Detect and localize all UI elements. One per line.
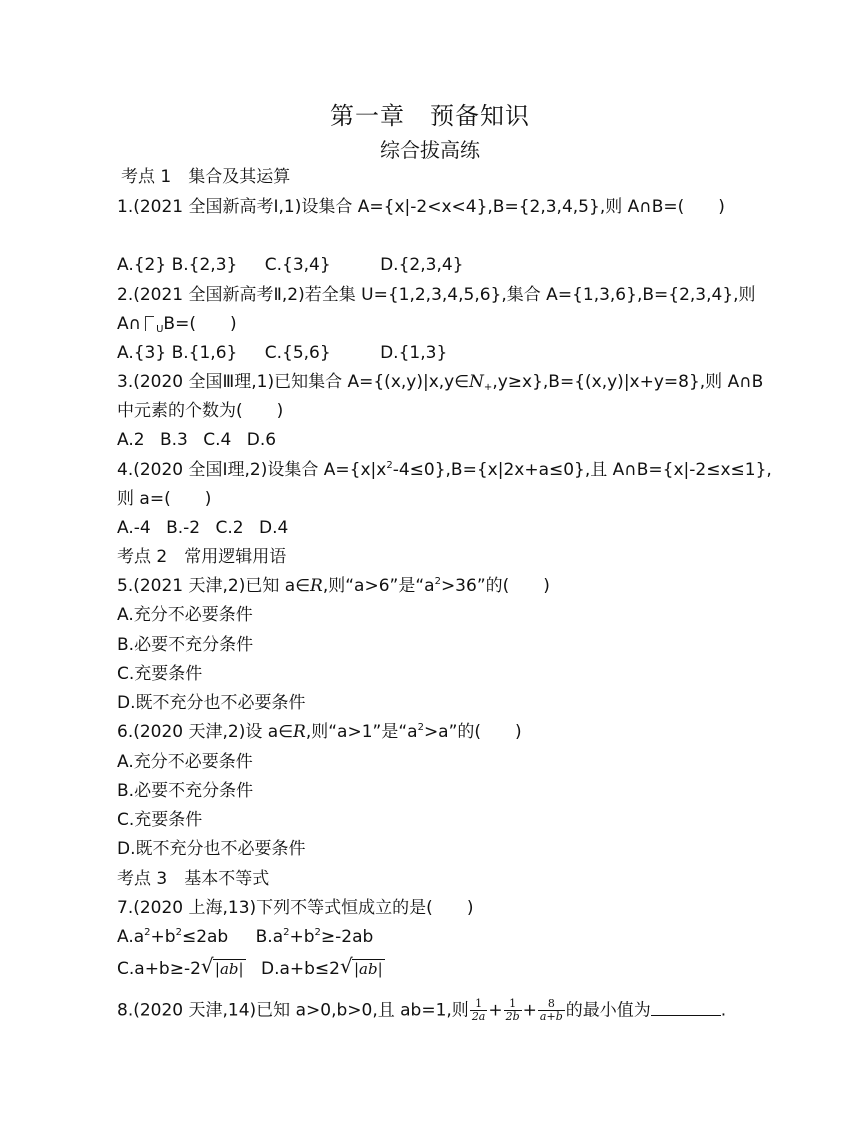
question-1-options — [117, 253, 463, 277]
q3-option-a: A.2 — [117, 430, 145, 450]
q7-c-sqrt: √ |ab| — [200, 954, 244, 978]
q8-f1-numerator: 1 — [470, 998, 488, 1011]
q3-stem-part-a: 3.(2020 全国Ⅲ理,1)已知集合 A={(x,y)|x,y∈ — [117, 372, 470, 392]
q5-option-b: B.必要不充分条件 — [117, 635, 254, 655]
q4-option-a: A.-4 — [117, 518, 151, 538]
q4-option-d: D.4 — [259, 518, 289, 538]
q3-plus-sub: + — [483, 382, 493, 393]
chapter-subtitle: 综合拔高练 — [380, 138, 480, 162]
q7-d-sqrt: √ |ab| — [340, 954, 383, 978]
q8-fraction-3 — [538, 998, 565, 1023]
chapter-title: 第一章 预备知识 — [330, 102, 530, 130]
q1-option-b: B.{2,3} — [171, 255, 238, 275]
q2-option-a: A.{3} — [117, 343, 167, 363]
q7-option-c — [117, 954, 246, 981]
q2-option-d: D.{1,3} — [380, 343, 448, 363]
q8-stem-part-a: 8.(2020 天津,14)已知 a>0,b>0,且 ab=1,则 — [117, 1000, 469, 1021]
question-7-options-cd — [117, 954, 385, 981]
q6-stem-part-c: >a”的( ) — [423, 722, 522, 742]
question-8-stem — [117, 998, 726, 1023]
question-3-options — [117, 428, 276, 452]
q7-c-radicand: |ab| — [214, 960, 244, 978]
q7-d-text: D.a+b≤2 — [260, 959, 340, 979]
q8-f3-denominator: a+b — [539, 1010, 563, 1023]
q4-option-b: B.-2 — [166, 518, 201, 538]
q4-stem-part-a: 4.(2020 全国Ⅰ理,2)设集合 A={x|x — [117, 460, 387, 480]
q5-reals-symbol: R — [310, 576, 323, 596]
q5-option-a: A.充分不必要条件 — [117, 605, 253, 625]
q5-exponent: 2 — [434, 576, 441, 587]
q8-plus-1: + — [488, 1000, 503, 1021]
q8-f1-denominator: 2a — [471, 1010, 486, 1023]
answer-blank[interactable] — [651, 999, 721, 1016]
q6-option-d: D.既不充分也不必要条件 — [117, 839, 306, 859]
q1-option-a: A.{2} — [117, 255, 167, 275]
q7-b-exp2: 2 — [314, 927, 321, 938]
q2-option-b: B.{1,6} — [171, 343, 238, 363]
question-3-stem-cont: 中元素的个数为( ) — [117, 401, 284, 421]
q7-c-text: C.a+b≥-2 — [117, 959, 201, 979]
q5-stem-part-b: ,则“a>6”是“a — [322, 576, 435, 596]
q8-fraction-1 — [470, 998, 488, 1023]
q7-a-part3: ≤2ab — [181, 927, 229, 947]
q2-stem-part-b: B=( ) — [163, 314, 237, 334]
q7-b-part2: +b — [289, 927, 315, 947]
q2-stem-part-a: A∩ — [117, 314, 142, 334]
question-2-stem: 2.(2021 全国新高考Ⅱ,2)若全集 U={1,2,3,4,5,6},集合 A={1,3,6},B={2,3,4},则 — [117, 285, 756, 305]
q7-option-b — [256, 925, 374, 949]
q4-stem-part-b: -4≤0},B={x|2x+a≤0},且 A∩B={x|-2≤x≤1}, — [392, 460, 772, 480]
q7-option-d — [260, 954, 385, 981]
q6-option-b: B.必要不充分条件 — [117, 781, 254, 801]
q7-d-radicand: |ab| — [354, 960, 383, 978]
q6-option-a: A.充分不必要条件 — [117, 752, 253, 772]
q6-stem-part-b: ,则“a>1”是“a — [305, 722, 418, 742]
question-7-options-ab — [117, 925, 373, 949]
q8-stem-part-b: 的最小值为 — [565, 1000, 651, 1021]
q4-exponent: 2 — [386, 460, 393, 471]
q4-option-c: C.2 — [215, 518, 244, 538]
q8-f3-numerator: 8 — [538, 998, 565, 1011]
q3-option-b: B.3 — [159, 430, 188, 450]
question-4-stem — [117, 458, 772, 482]
q7-a-exp2: 2 — [175, 927, 182, 938]
question-2-options — [117, 341, 447, 365]
q3-option-d: D.6 — [246, 430, 277, 450]
q8-fraction-2 — [504, 998, 522, 1023]
q8-f2-numerator: 1 — [504, 998, 522, 1011]
q7-option-a — [117, 925, 228, 949]
q2-stem-sub: U — [156, 324, 164, 335]
q7-b-exp1: 2 — [283, 927, 290, 938]
question-1-stem: 1.(2021 全国新高考Ⅰ,1)设集合 A={x|-2<x<4},B={2,3,4,5},则 A∩B=( ) — [117, 197, 725, 217]
q3-option-c: C.4 — [203, 430, 232, 450]
section-heading-3: 考点 3 基本不等式 — [117, 869, 270, 889]
q6-option-c: C.充要条件 — [117, 810, 203, 830]
question-5-stem — [117, 574, 550, 598]
q6-stem-part-a: 6.(2020 天津,2)设 a∈ — [117, 722, 294, 742]
question-6-stem — [117, 720, 522, 744]
q7-a-part2: +b — [150, 927, 176, 947]
question-4-stem-cont: 则 a=( ) — [117, 489, 212, 509]
q7-b-part1: B.a — [255, 927, 284, 947]
complement-symbol — [145, 316, 154, 331]
q3-naturals-symbol: N — [469, 372, 484, 392]
q1-option-d: D.{2,3,4} — [380, 255, 464, 275]
q5-stem-part-c: >36”的( ) — [440, 576, 550, 596]
q5-option-c: C.充要条件 — [117, 664, 203, 684]
section-heading-2: 考点 2 常用逻辑用语 — [117, 547, 287, 567]
section-heading-1: 考点 1 集合及其运算 — [121, 167, 291, 187]
q2-option-c: C.{5,6} — [264, 343, 331, 363]
q8-f2-denominator: 2b — [505, 1010, 520, 1023]
q1-option-c: C.{3,4} — [264, 255, 331, 275]
q7-a-part1: A.a — [117, 927, 145, 947]
question-4-options — [117, 516, 288, 540]
q8-plus-2: + — [522, 1000, 537, 1021]
question-2-stem-cont — [117, 312, 237, 336]
q6-exponent: 2 — [417, 722, 424, 733]
q6-reals-symbol: R — [293, 722, 306, 742]
question-3-stem — [117, 370, 763, 394]
question-7-stem: 7.(2020 上海,13)下列不等式恒成立的是( ) — [117, 898, 474, 918]
q7-a-exp1: 2 — [144, 927, 151, 938]
q5-option-d: D.既不充分也不必要条件 — [117, 693, 306, 713]
q8-end: . — [720, 1000, 727, 1021]
q7-b-part3: ≥-2ab — [320, 927, 374, 947]
q3-stem-part-b: ,y≥x},B={(x,y)|x+y=8},则 A∩B — [492, 372, 764, 392]
q5-stem-part-a: 5.(2021 天津,2)已知 a∈ — [117, 576, 311, 596]
